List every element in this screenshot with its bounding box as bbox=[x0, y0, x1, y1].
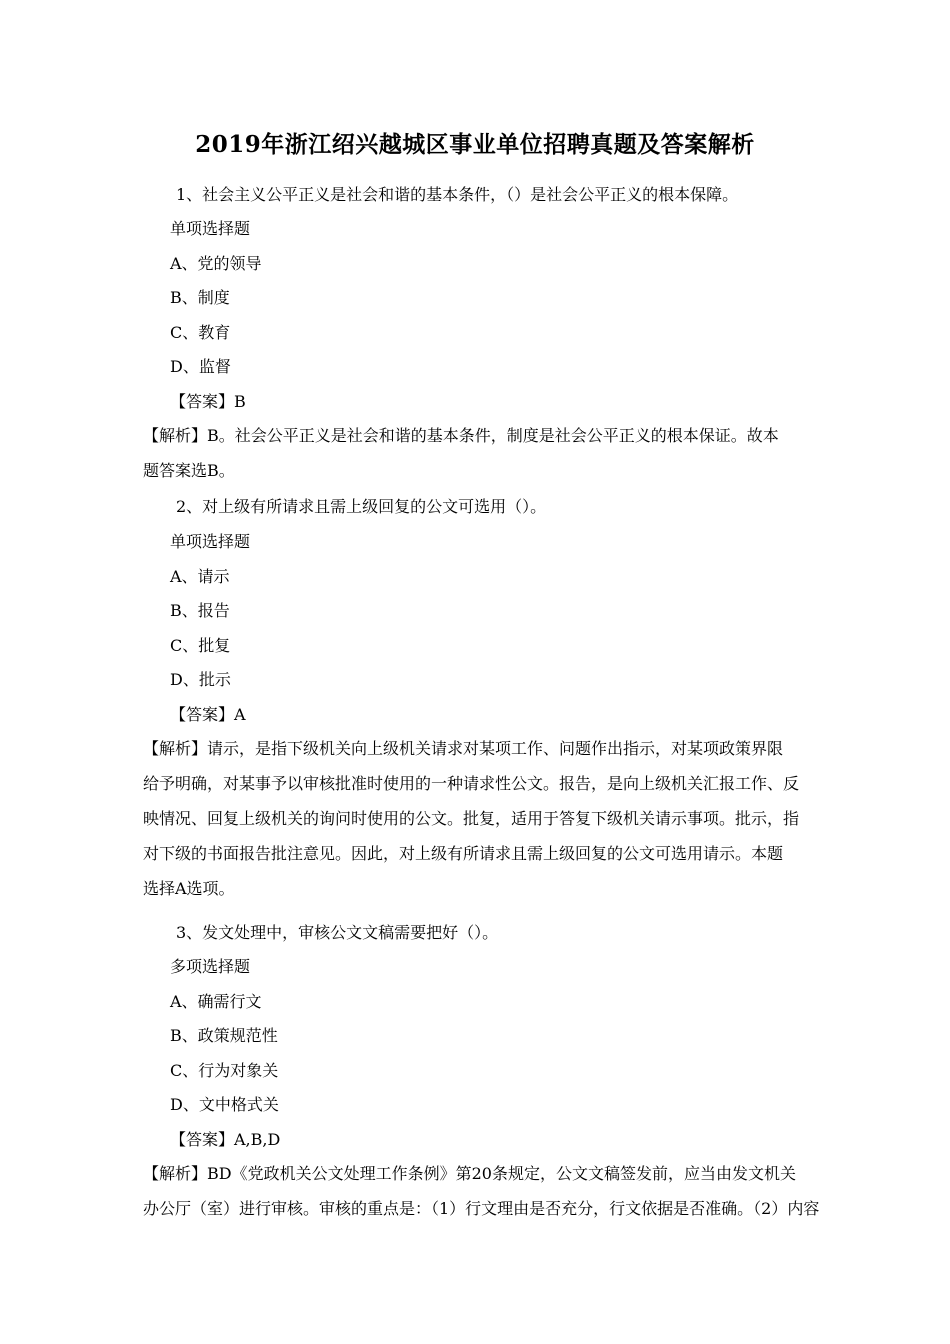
question-2-analysis-line: 对下级的书面报告批注意见。因此，对上级有所请求且需上级回复的公文可选用请示。本题 bbox=[143, 844, 784, 863]
question-3-analysis-line: 【解析】BD《党政机关公文处理工作条例》第20条规定，公文文稿签发前，应当由发文机关 bbox=[143, 1164, 796, 1183]
question-2-answer: 【答案】A bbox=[170, 705, 246, 724]
question-2-type: 单项选择题 bbox=[170, 532, 251, 551]
question-1-option-b: B、制度 bbox=[170, 288, 230, 307]
document-title: 2019年浙江绍兴越城区事业单位招聘真题及答案解析 bbox=[195, 131, 755, 158]
question-2-option-a: A、请示 bbox=[170, 567, 230, 586]
question-1-option-c: C、教育 bbox=[170, 323, 231, 342]
question-1-type: 单项选择题 bbox=[170, 219, 251, 238]
question-3-option-c: C、行为对象关 bbox=[170, 1061, 279, 1080]
question-3-analysis-line: 办公厅（室）进行审核。审核的重点是：（1）行文理由是否充分，行文依据是否准确。（2）内容 bbox=[143, 1199, 820, 1218]
question-3-type: 多项选择题 bbox=[170, 957, 251, 976]
question-1-analysis-line: 题答案选B。 bbox=[143, 461, 235, 480]
question-2-option-b: B、报告 bbox=[170, 601, 230, 620]
question-2-analysis-line: 映情况、回复上级机关的询问时使用的公文。批复，适用于答复下级机关请示事项。批示，指 bbox=[143, 809, 800, 828]
question-2-analysis-line: 给予明确，对某事予以审核批准时使用的一种请求性公文。报告，是向上级机关汇报工作、反 bbox=[143, 774, 800, 793]
question-1-analysis-line: 【解析】B。社会公平正义是社会和谐的基本条件，制度是社会公平正义的根本保证。故本 bbox=[143, 426, 779, 445]
question-1-option-d: D、监督 bbox=[170, 357, 231, 376]
question-2-option-d: D、批示 bbox=[170, 670, 231, 689]
question-3-option-a: A、确需行文 bbox=[170, 992, 262, 1011]
question-3-option-b: B、政策规范性 bbox=[170, 1026, 278, 1045]
question-2-text: 2、对上级有所请求且需上级回复的公文可选用（）。 bbox=[176, 497, 547, 516]
question-3-option-d: D、文中格式关 bbox=[170, 1095, 279, 1114]
question-1-option-a: A、党的领导 bbox=[170, 254, 262, 273]
question-1-answer: 【答案】B bbox=[170, 392, 246, 411]
question-2-option-c: C、批复 bbox=[170, 636, 231, 655]
question-3-text: 3、发文处理中，审核公文文稿需要把好（）。 bbox=[176, 923, 499, 942]
question-2-analysis-line: 选择A选项。 bbox=[143, 879, 235, 898]
question-2-analysis-line: 【解析】请示，是指下级机关向上级机关请求对某项工作、问题作出指示，对某项政策界限 bbox=[143, 739, 784, 758]
question-1-text: 1、社会主义公平正义是社会和谐的基本条件，（）是社会公平正义的根本保障。 bbox=[176, 185, 739, 204]
question-3-answer: 【答案】A,B,D bbox=[170, 1130, 281, 1149]
